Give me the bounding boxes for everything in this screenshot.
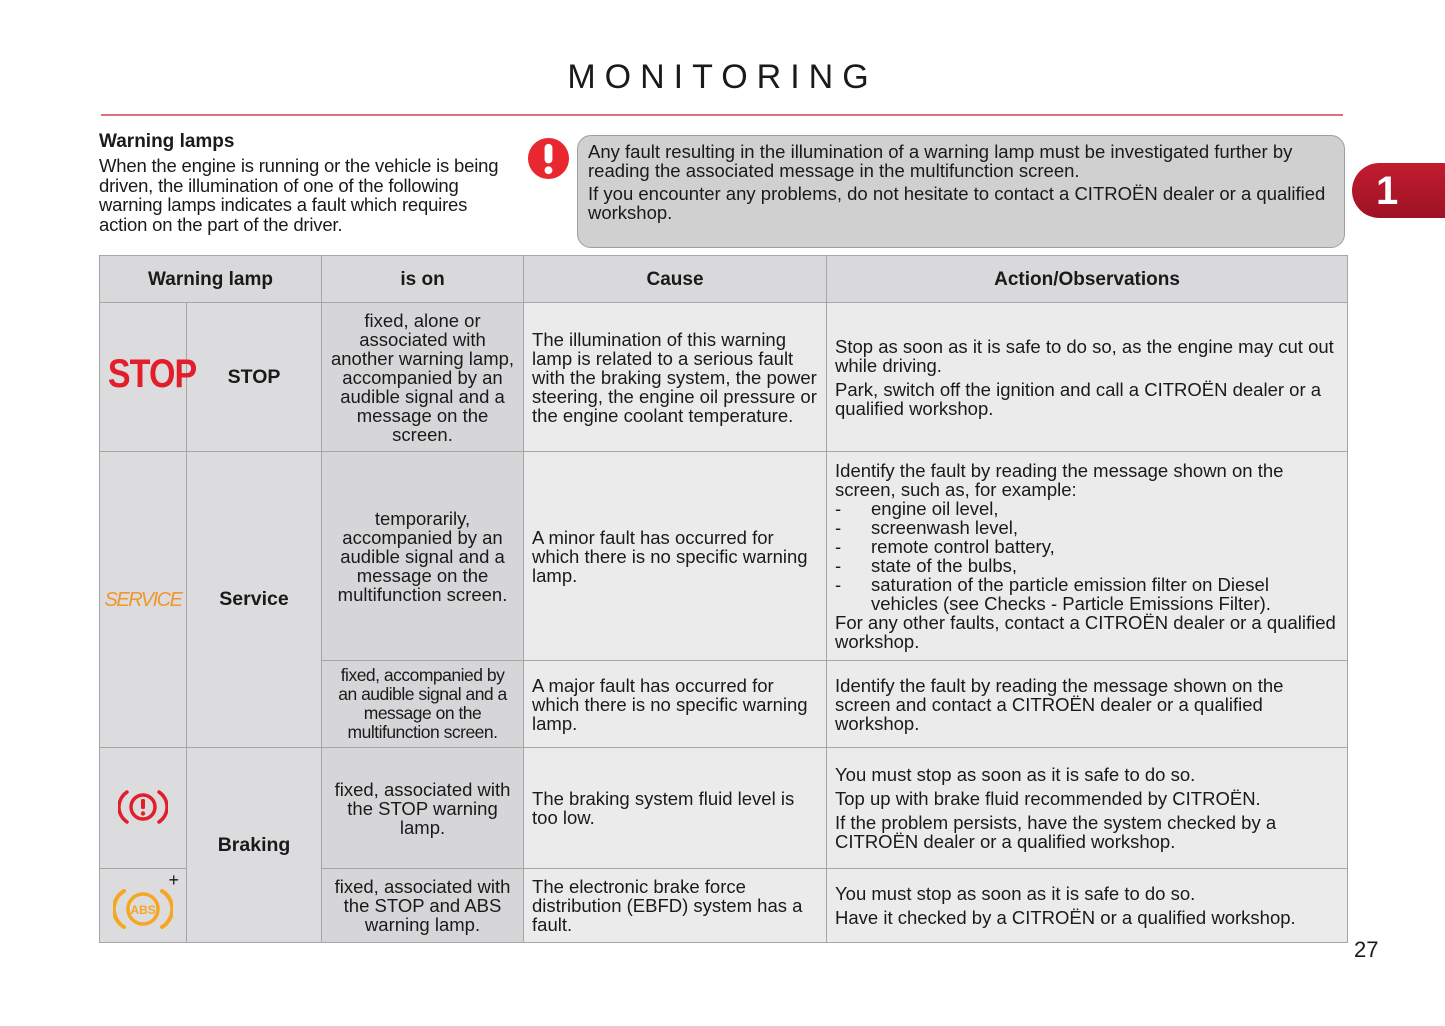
is-on-cell: temporarily, accompanied by an audible signal and a message on the multifunction screen. [322, 452, 524, 661]
fault-example-list [835, 499, 1339, 613]
service-lamp-icon: SERVICE [104, 588, 182, 611]
action-text: Identify the fault by reading the message shown on the screen, such as, for example: [835, 460, 1284, 500]
action-text: Top up with brake fluid recommended by CITROËN. [835, 788, 1261, 809]
service-lamp-cell [100, 452, 187, 748]
stop-lamp-cell [100, 303, 197, 452]
is-on-cell: fixed, associated with the STOP warning lamp. [322, 748, 524, 869]
cause-cell: The electronic brake force distribution (EBFD) system has a fault. [524, 869, 827, 943]
lamp-name: STOP [187, 303, 322, 452]
is-on-cell: fixed, alone or associated with another warning lamp, accompanied by an audible signal and a message on the screen. [322, 303, 524, 452]
action-text: If the problem persists, have the system checked by a CITROËN dealer or a qualified workshop. [835, 812, 1277, 852]
lamp-name: Braking [187, 748, 322, 943]
table-row [100, 303, 1348, 452]
column-header-warning-lamp: Warning lamp [100, 256, 322, 303]
brake-lamp-cell [100, 748, 187, 869]
cause-cell: The braking system fluid level is too low. [524, 748, 827, 869]
table-header-row [100, 256, 1348, 303]
title-divider [101, 114, 1343, 116]
abs-warning-icon [113, 886, 173, 932]
list-item: - state of the bulbs, [835, 556, 1339, 575]
action-text: For any other faults, contact a CITROËN dealer or a qualified workshop. [835, 612, 1336, 652]
list-item: - saturation of the particle emission filter on Diesel vehicles (see Checks - Particle Emissions Filter). [835, 575, 1339, 613]
is-on-cell: fixed, accompanied by an audible signal and a message on the multifunction screen. [322, 661, 524, 748]
action-text: Have it checked by a CITROËN or a qualified workshop. [835, 907, 1296, 928]
exclamation-circle-icon [527, 137, 570, 180]
page-number: 27 [1354, 937, 1379, 962]
cause-cell: A minor fault has occurred for which there is no specific warning lamp. [524, 452, 827, 661]
warning-lamps-table [99, 255, 1348, 943]
section-heading: Warning lamps [99, 131, 235, 152]
action-text: Identify the fault by reading the message shown on the screen and contact a CITROËN dealer or a qualified workshop. [835, 674, 1284, 734]
list-item: - screenwash level, [835, 518, 1339, 537]
notice-paragraph: Any fault resulting in the illumination of a warning lamp must be investigated further by reading the associated message in the multifunction screen. [588, 141, 1293, 181]
action-cell [827, 869, 1348, 943]
action-text: Stop as soon as it is safe to do so, as the engine may cut out while driving. [835, 335, 1334, 376]
action-cell [827, 748, 1348, 869]
column-header-is-on: is on [322, 256, 524, 303]
notice-paragraph: If you encounter any problems, do not hesitate to contact a CITROËN dealer or a qualified workshop. [588, 183, 1326, 223]
plus-sign: + [168, 870, 179, 890]
list-item: - engine oil level, [835, 499, 1339, 518]
chapter-number: 1 [1376, 169, 1399, 213]
cause-cell: The illumination of this warning lamp is related to a serious fault with the braking system, the power steering, the engine oil pressure or the engine coolant temperature. [524, 303, 827, 452]
table-row [100, 748, 1348, 869]
page-title: MONITORING [567, 58, 878, 96]
column-header-action: Action/Observations [827, 256, 1348, 303]
list-item: - remote control battery, [835, 537, 1339, 556]
action-cell [827, 661, 1348, 748]
brake-warning-icon [118, 787, 168, 827]
intro-section [99, 131, 509, 234]
action-cell [827, 303, 1348, 452]
notice-box [577, 135, 1345, 248]
stop-lamp-icon: STOP [107, 351, 197, 396]
cause-cell: A major fault has occurred for which there is no specific warning lamp. [524, 661, 827, 748]
svg-text:ABS: ABS [130, 903, 156, 917]
is-on-cell: fixed, associated with the STOP and ABS warning lamp. [322, 869, 524, 943]
action-cell [827, 452, 1348, 661]
lamp-name: Service [187, 452, 322, 748]
abs-lamp-cell [100, 869, 187, 943]
chapter-tab[interactable] [1352, 163, 1445, 218]
action-text: You must stop as soon as it is safe to do so. [835, 764, 1196, 785]
action-text: You must stop as soon as it is safe to do so. [835, 883, 1196, 904]
intro-paragraph: When the engine is running or the vehicle is being driven, the illumination of one of the following warning lamps indicates a fault which requires action on the part of the driver. [99, 155, 499, 235]
action-text: Park, switch off the ignition and call a CITROËN dealer or a qualified workshop. [835, 378, 1322, 419]
column-header-cause: Cause [524, 256, 827, 303]
table-row [100, 452, 1348, 661]
